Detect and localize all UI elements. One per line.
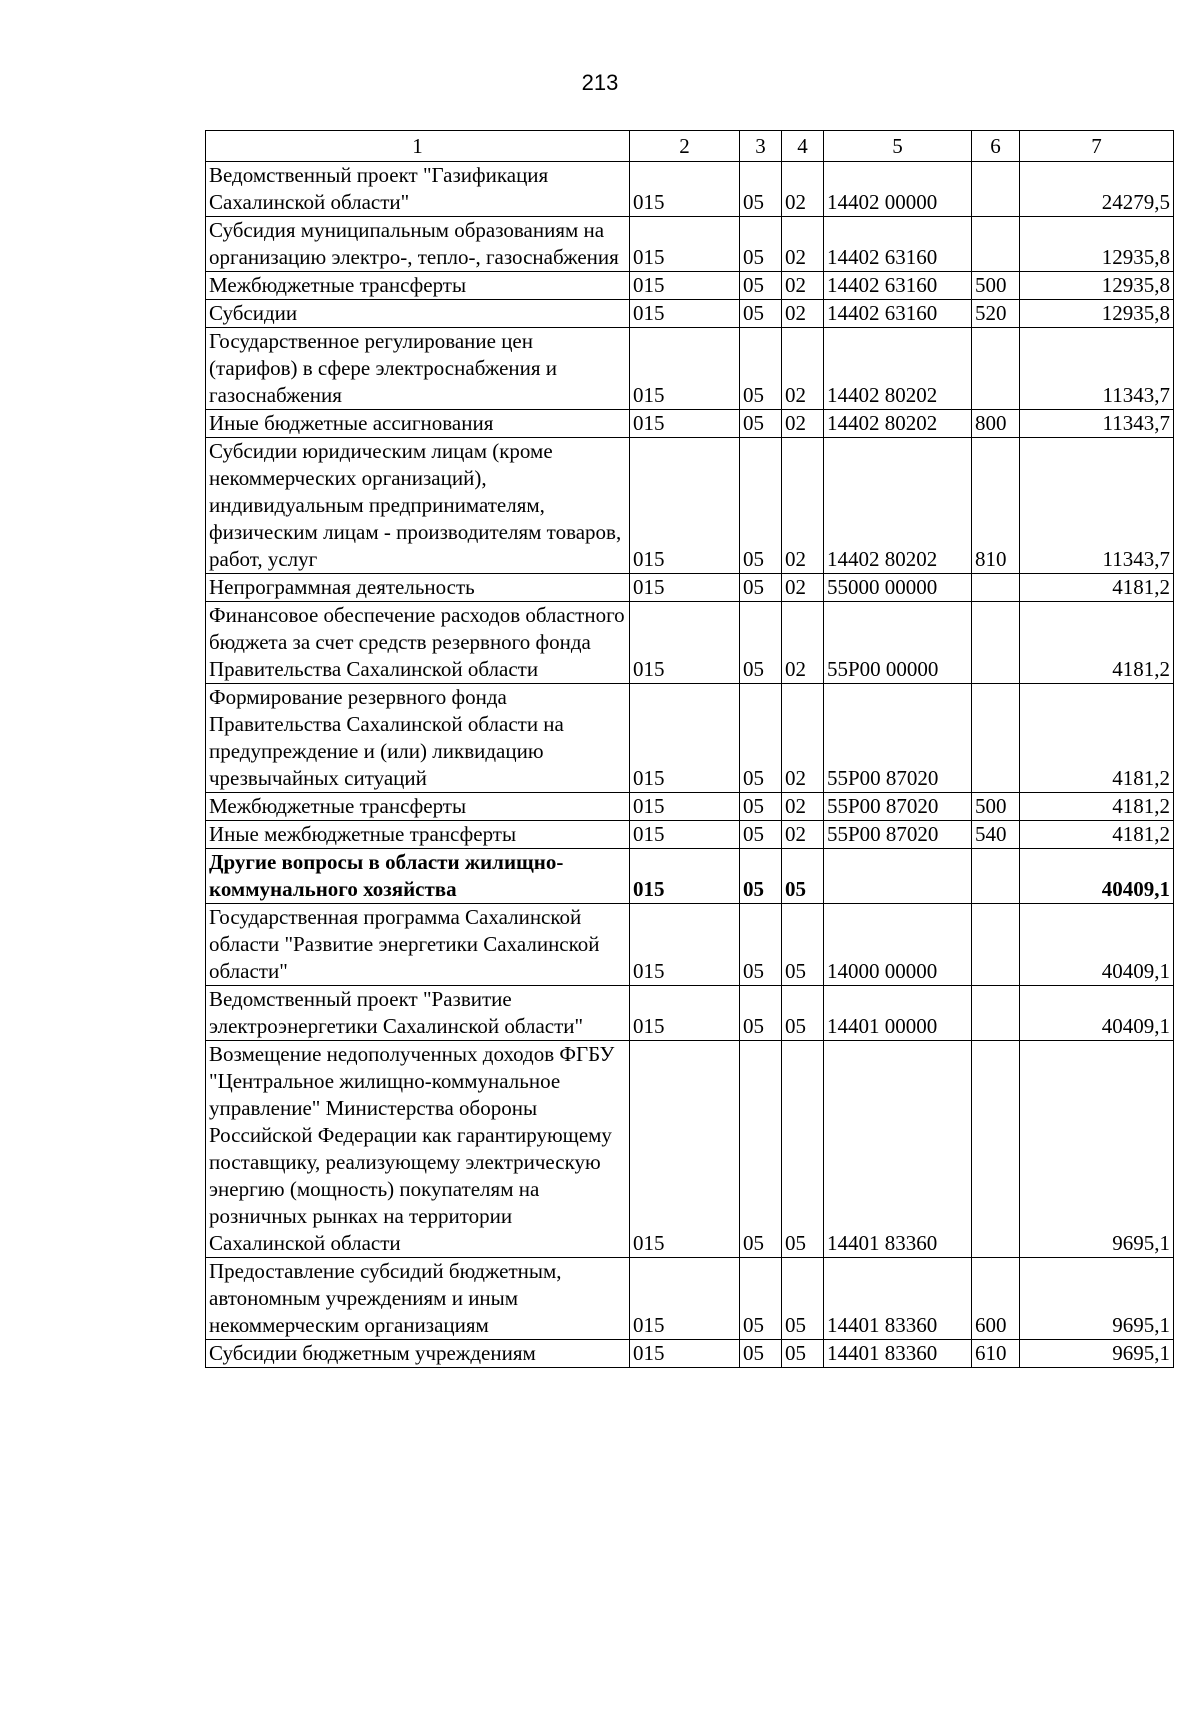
row-admin-code-cell: 015 xyxy=(630,300,740,328)
row-name-cell: Субсидии xyxy=(206,300,630,328)
page-number: 213 xyxy=(581,70,619,95)
row-expense-type-cell xyxy=(972,162,1020,217)
row-admin-code-cell: 015 xyxy=(630,410,740,438)
row-section-cell: 05 xyxy=(740,904,782,986)
row-admin-code-cell: 015 xyxy=(630,849,740,904)
row-admin-code-cell: 015 xyxy=(630,217,740,272)
row-expense-type-cell: 600 xyxy=(972,1258,1020,1340)
column-header: 6 xyxy=(972,131,1020,162)
row-admin-code-cell: 015 xyxy=(630,438,740,574)
row-admin-code-cell: 015 xyxy=(630,986,740,1041)
table-row xyxy=(206,986,1174,1041)
row-amount-cell: 4181,2 xyxy=(1020,821,1174,849)
row-expense-type-cell xyxy=(972,849,1020,904)
row-target-article-cell: 14402 80202 xyxy=(824,410,972,438)
table-row xyxy=(206,410,1174,438)
row-section-cell: 05 xyxy=(740,793,782,821)
row-section-cell: 05 xyxy=(740,821,782,849)
row-subsection-cell: 05 xyxy=(782,1258,824,1340)
row-target-article-cell: 14401 83360 xyxy=(824,1340,972,1368)
table-row xyxy=(206,602,1174,684)
row-section-cell: 05 xyxy=(740,1258,782,1340)
row-subsection-cell: 05 xyxy=(782,986,824,1041)
row-admin-code-cell: 015 xyxy=(630,684,740,793)
row-section-cell: 05 xyxy=(740,162,782,217)
row-amount-cell: 4181,2 xyxy=(1020,793,1174,821)
row-amount-cell: 40409,1 xyxy=(1020,904,1174,986)
row-expense-type-cell: 610 xyxy=(972,1340,1020,1368)
row-subsection-cell: 02 xyxy=(782,217,824,272)
row-section-cell: 05 xyxy=(740,438,782,574)
row-expense-type-cell xyxy=(972,602,1020,684)
row-subsection-cell: 02 xyxy=(782,574,824,602)
row-amount-cell: 9695,1 xyxy=(1020,1258,1174,1340)
column-header: 3 xyxy=(740,131,782,162)
table-row xyxy=(206,438,1174,574)
row-admin-code-cell: 015 xyxy=(630,574,740,602)
row-amount-cell: 9695,1 xyxy=(1020,1041,1174,1258)
row-name-cell: Субсидии бюджетным учреждениям xyxy=(206,1340,630,1368)
row-subsection-cell: 02 xyxy=(782,328,824,410)
row-admin-code-cell: 015 xyxy=(630,1258,740,1340)
row-target-article-cell: 14401 00000 xyxy=(824,986,972,1041)
table-row xyxy=(206,272,1174,300)
row-section-cell: 05 xyxy=(740,574,782,602)
row-target-article-cell: 55Р00 87020 xyxy=(824,821,972,849)
row-expense-type-cell xyxy=(972,328,1020,410)
table-row xyxy=(206,162,1174,217)
row-target-article-cell: 55Р00 00000 xyxy=(824,602,972,684)
row-section-cell: 05 xyxy=(740,328,782,410)
row-name-cell: Финансовое обеспечение расходов областного бюджета за счет средств резервного фонда Правительства Сахалинской области xyxy=(206,602,630,684)
row-admin-code-cell: 015 xyxy=(630,602,740,684)
row-expense-type-cell xyxy=(972,904,1020,986)
row-section-cell: 05 xyxy=(740,410,782,438)
row-subsection-cell: 02 xyxy=(782,684,824,793)
column-header: 1 xyxy=(206,131,630,162)
table-row xyxy=(206,821,1174,849)
row-subsection-cell: 05 xyxy=(782,1041,824,1258)
row-name-cell: Иные межбюджетные трансферты xyxy=(206,821,630,849)
row-subsection-cell: 02 xyxy=(782,272,824,300)
row-name-cell: Межбюджетные трансферты xyxy=(206,793,630,821)
row-admin-code-cell: 015 xyxy=(630,162,740,217)
row-target-article-cell: 55000 00000 xyxy=(824,574,972,602)
table-row xyxy=(206,328,1174,410)
row-section-cell: 05 xyxy=(740,1041,782,1258)
row-target-article-cell: 14402 80202 xyxy=(824,438,972,574)
row-name-cell: Субсидия муниципальным образованиям на организацию электро-, тепло-, газоснабжения xyxy=(206,217,630,272)
row-expense-type-cell xyxy=(972,574,1020,602)
column-header: 2 xyxy=(630,131,740,162)
row-amount-cell: 9695,1 xyxy=(1020,1340,1174,1368)
row-section-cell: 05 xyxy=(740,849,782,904)
row-amount-cell: 40409,1 xyxy=(1020,986,1174,1041)
row-admin-code-cell: 015 xyxy=(630,328,740,410)
row-target-article-cell: 55Р00 87020 xyxy=(824,684,972,793)
row-section-cell: 05 xyxy=(740,300,782,328)
row-target-article-cell: 14402 00000 xyxy=(824,162,972,217)
row-amount-cell: 11343,7 xyxy=(1020,328,1174,410)
row-subsection-cell: 02 xyxy=(782,438,824,574)
row-subsection-cell: 05 xyxy=(782,904,824,986)
row-admin-code-cell: 015 xyxy=(630,793,740,821)
row-name-cell: Предоставление субсидий бюджетным, автономным учреждениям и иным некоммерческим организациям xyxy=(206,1258,630,1340)
column-header: 4 xyxy=(782,131,824,162)
row-amount-cell: 4181,2 xyxy=(1020,684,1174,793)
column-header: 7 xyxy=(1020,131,1174,162)
row-name-cell: Иные бюджетные ассигнования xyxy=(206,410,630,438)
table-row xyxy=(206,217,1174,272)
row-expense-type-cell: 520 xyxy=(972,300,1020,328)
row-target-article-cell: 14401 83360 xyxy=(824,1041,972,1258)
row-amount-cell: 24279,5 xyxy=(1020,162,1174,217)
row-subsection-cell: 02 xyxy=(782,602,824,684)
row-target-article-cell: 14402 63160 xyxy=(824,217,972,272)
row-subsection-cell: 05 xyxy=(782,1340,824,1368)
row-amount-cell: 4181,2 xyxy=(1020,602,1174,684)
row-subsection-cell: 02 xyxy=(782,300,824,328)
row-admin-code-cell: 015 xyxy=(630,904,740,986)
row-subsection-cell: 02 xyxy=(782,410,824,438)
table-row xyxy=(206,574,1174,602)
row-name-cell: Другие вопросы в области жилищно-коммунального хозяйства xyxy=(206,849,630,904)
row-section-cell: 05 xyxy=(740,684,782,793)
row-admin-code-cell: 015 xyxy=(630,1340,740,1368)
row-amount-cell: 40409,1 xyxy=(1020,849,1174,904)
row-section-cell: 05 xyxy=(740,986,782,1041)
row-amount-cell: 12935,8 xyxy=(1020,272,1174,300)
row-name-cell: Возмещение недополученных доходов ФГБУ "Центральное жилищно-коммунальное управление" Министерства обороны Российской Федерации как гарантирующему поставщику, реализующему электрическую энергию (мощность) покупателям на розничных рынках на территории Сахалинской области xyxy=(206,1041,630,1258)
row-subsection-cell: 02 xyxy=(782,162,824,217)
table-row xyxy=(206,300,1174,328)
row-expense-type-cell: 540 xyxy=(972,821,1020,849)
table-row xyxy=(206,1041,1174,1258)
table-body xyxy=(206,162,1174,1368)
row-name-cell: Субсидии юридическим лицам (кроме некоммерческих организаций), индивидуальным предпринимателям, физическим лицам - производителям товаров, работ, услуг xyxy=(206,438,630,574)
row-admin-code-cell: 015 xyxy=(630,1041,740,1258)
row-expense-type-cell: 800 xyxy=(972,410,1020,438)
row-target-article-cell: 14402 63160 xyxy=(824,272,972,300)
table-row xyxy=(206,684,1174,793)
column-header: 5 xyxy=(824,131,972,162)
table-row xyxy=(206,1340,1174,1368)
row-expense-type-cell xyxy=(972,684,1020,793)
row-expense-type-cell: 500 xyxy=(972,272,1020,300)
row-admin-code-cell: 015 xyxy=(630,821,740,849)
row-amount-cell: 11343,7 xyxy=(1020,438,1174,574)
row-admin-code-cell: 015 xyxy=(630,272,740,300)
row-target-article-cell xyxy=(824,849,972,904)
table-row xyxy=(206,849,1174,904)
table-row xyxy=(206,904,1174,986)
row-subsection-cell: 02 xyxy=(782,821,824,849)
row-target-article-cell: 14402 63160 xyxy=(824,300,972,328)
row-amount-cell: 12935,8 xyxy=(1020,300,1174,328)
row-amount-cell: 12935,8 xyxy=(1020,217,1174,272)
table-row xyxy=(206,1258,1174,1340)
row-subsection-cell: 02 xyxy=(782,793,824,821)
row-expense-type-cell xyxy=(972,217,1020,272)
row-target-article-cell: 55Р00 87020 xyxy=(824,793,972,821)
row-name-cell: Непрограммная деятельность xyxy=(206,574,630,602)
row-expense-type-cell xyxy=(972,986,1020,1041)
row-name-cell: Государственная программа Сахалинской области "Развитие энергетики Сахалинской области" xyxy=(206,904,630,986)
row-section-cell: 05 xyxy=(740,217,782,272)
row-name-cell: Ведомственный проект "Развитие электроэнергетики Сахалинской области" xyxy=(206,986,630,1041)
row-target-article-cell: 14402 80202 xyxy=(824,328,972,410)
row-expense-type-cell: 810 xyxy=(972,438,1020,574)
table-row xyxy=(206,793,1174,821)
row-name-cell: Межбюджетные трансферты xyxy=(206,272,630,300)
row-target-article-cell: 14401 83360 xyxy=(824,1258,972,1340)
row-target-article-cell: 14000 00000 xyxy=(824,904,972,986)
row-name-cell: Государственное регулирование цен (тарифов) в сфере электроснабжения и газоснабжения xyxy=(206,328,630,410)
row-section-cell: 05 xyxy=(740,1340,782,1368)
row-subsection-cell: 05 xyxy=(782,849,824,904)
row-expense-type-cell: 500 xyxy=(972,793,1020,821)
row-amount-cell: 4181,2 xyxy=(1020,574,1174,602)
column-header-row xyxy=(206,131,1174,162)
row-name-cell: Ведомственный проект "Газификация Сахалинской области" xyxy=(206,162,630,217)
row-section-cell: 05 xyxy=(740,272,782,300)
budget-table xyxy=(205,130,1174,1368)
row-expense-type-cell xyxy=(972,1041,1020,1258)
row-amount-cell: 11343,7 xyxy=(1020,410,1174,438)
row-name-cell: Формирование резервного фонда Правительства Сахалинской области на предупреждение и (или) ликвидацию чрезвычайных ситуаций xyxy=(206,684,630,793)
row-section-cell: 05 xyxy=(740,602,782,684)
